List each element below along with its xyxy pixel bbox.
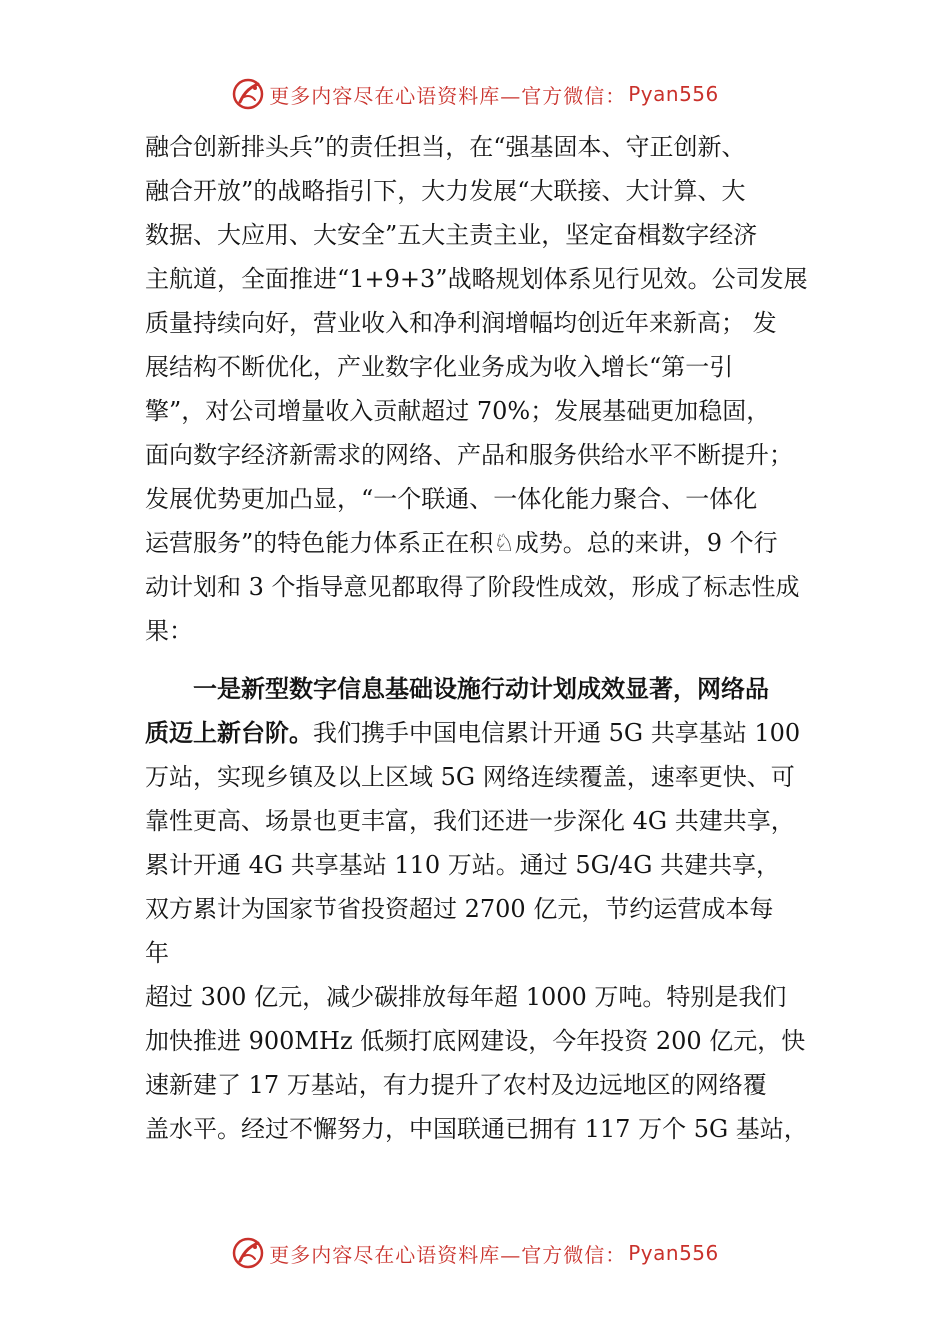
text-line: 速新建了 17 万基站，有力提升了农村及边远地区的网络覆 <box>145 1071 767 1099</box>
watermark-wechat-id: Pyan556 <box>628 1241 719 1265</box>
paragraph-1 <box>145 125 835 653</box>
text-line: 面向数字经济新需求的网络、产品和服务供给水平不断提升； <box>145 441 793 469</box>
watermark-text: 更多内容尽在心语资料库—官方微信： <box>269 83 627 108</box>
text-line: 融合创新排头兵”的责任担当，在“强基固本、守正创新、 <box>145 133 746 161</box>
watermark-logo-icon <box>231 77 265 111</box>
text-line: 展结构不断优化，产业数字化业务成为收入增长“第一引 <box>145 353 734 381</box>
text-line: 年 <box>145 939 169 967</box>
paragraph-2 <box>145 667 835 1151</box>
text-line: 主航道，全面推进“1+9+3”战略规划体系见行见效。公司发展 <box>145 265 808 293</box>
text-line: 果： <box>145 617 193 645</box>
text-line <box>145 711 835 755</box>
text-run: 我们携手中国电信累计开通 5G 共享基站 100 <box>313 719 801 747</box>
text-line: 盖水平。经过不懈努力，中国联通已拥有 117 万个 5G 基站， <box>145 1115 808 1143</box>
text-line: 擎”，对公司增量收入贡献超过 70%；发展基础更加稳固， <box>145 397 771 425</box>
text-line: 质量持续向好，营业收入和净利润增幅均创近年来新高； 发 <box>145 309 777 337</box>
text-line: 数据、大应用、大安全”五大主责主业，坚定奋楫数字经济 <box>145 221 758 249</box>
watermark-logo-icon <box>231 1236 265 1270</box>
section-heading-end: 质迈上新台阶。 <box>145 719 313 747</box>
text-line: 万站，实现乡镇及以上区域 5G 网络连续覆盖，速率更快、可 <box>145 763 795 791</box>
text-line: 双方累计为国家节省投资超过 2700 亿元，节约运营成本每 <box>145 895 774 923</box>
paragraph-gap <box>145 653 835 667</box>
section-heading: 一是新型数字信息基础设施行动计划成效显著，网络品 <box>193 675 769 703</box>
text-line: 超过 300 亿元，减少碳排放每年超 1000 万吨。特别是我们 <box>145 983 787 1011</box>
text-line: 动计划和 3 个指导意见都取得了阶段性成效，形成了标志性成 <box>145 573 800 601</box>
text-line: 运营服务”的特色能力体系正在积♘成势。总的来讲，9 个行 <box>145 529 778 557</box>
text-line: 融合开放”的战略指引下，大力发展“大联接、大计算、大 <box>145 177 746 205</box>
footer-watermark <box>0 1233 950 1273</box>
watermark-wechat-id: Pyan556 <box>628 82 719 106</box>
watermark-text: 更多内容尽在心语资料库—官方微信： <box>269 1242 627 1267</box>
text-line: 加快推进 900MHz 低频打底网建设，今年投资 200 亿元，快 <box>145 1027 806 1055</box>
document-body <box>145 125 835 1151</box>
text-line: 靠性更高、场景也更丰富，我们还进一步深化 4G 共建共享， <box>145 807 795 835</box>
text-line: 累计开通 4G 共享基站 110 万站。通过 5G/4G 共建共享， <box>145 851 780 879</box>
text-line: 发展优势更加凸显，“一个联通、一体化能力聚合、一体化 <box>145 485 758 513</box>
header-watermark <box>0 74 950 114</box>
